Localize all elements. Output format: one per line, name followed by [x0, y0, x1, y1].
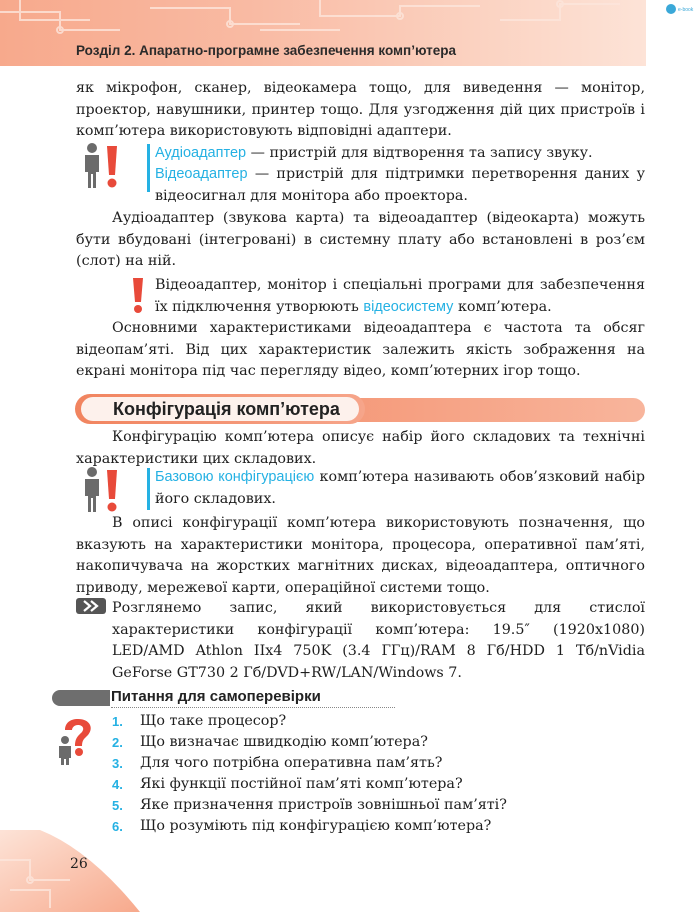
term-audio-adapter: Аудіоадаптер [155, 145, 247, 161]
person-exclamation-icon [82, 466, 128, 516]
double-chevron-icon [76, 598, 106, 614]
page-number: 26 [70, 856, 88, 872]
ebook-logo-icon [665, 3, 695, 15]
section-heading-bar [340, 398, 645, 422]
paragraph-videoadapter-characteristics: Основними характеристиками відеоадаптера є частота та обсяг відеопам’яті. Від цих характеристик залежить якість зображення на екрані монітора під час перегляду відео, комп’ютерних ігор тощо. [76, 320, 645, 379]
question-item: 1. Що таке процесор? [112, 713, 287, 729]
definition-bar [147, 144, 150, 192]
definition-video-adapter: Відеоадаптер — пристрій для підтримки перетворення даних у відеосигнал для монітора або проектора. [155, 166, 645, 204]
corner-logo [665, 3, 695, 17]
question-item: 3. Для чого потрібна оперативна пам’ять? [112, 755, 443, 771]
person-question-icon [56, 716, 100, 766]
questions-list [112, 711, 582, 837]
question-item: 6. Що розуміють під конфігурацією комп’ютера? [112, 818, 492, 834]
paragraph-adapters-integration: Аудіоадаптер (звукова карта) та відеоадаптер (відеокарта) можуть бути вбудовані (інтегровані) в системну плату або встановлені в роз’єм (слот) на ній. [76, 210, 645, 269]
questions-heading-bar [52, 690, 110, 706]
person-exclamation-icon [82, 142, 128, 192]
definition-base-configuration: Базовою конфігурацією комп’ютера називають обов’язковий набір його складових. [155, 469, 645, 507]
header-band [0, 0, 646, 66]
term-videosystem: відеосистему [363, 298, 454, 315]
question-item: 5. Яке призначення пристроїв зовнішньої пам’яті? [112, 797, 507, 813]
section-title: Конфігурація комп’ютера [113, 399, 340, 419]
question-item: 2. Що визначає швидкодію комп’ютера? [112, 734, 428, 750]
note-videosystem: Відеоадаптер, монітор і спеціальні програми для забезпечення їх підключення утворюють відеосистему комп’ютера. [155, 277, 645, 315]
section-paragraph-configuration: Конфігурацію комп’ютера описує набір його складових та технічні характеристики цих складових. [76, 429, 645, 467]
term-base-configuration: Базовою конфігурацією [155, 469, 315, 485]
intro-paragraph: як мікрофон, сканер, відеокамера тощо, для виведення — монітор, проектор, навушники, принтер тощо. Для узгодження дій цих пристроїв і комп’ютера використовують відповідні адаптери. [76, 80, 645, 139]
questions-divider [111, 707, 395, 708]
svg-text:e-book: e-book [678, 7, 694, 13]
chapter-title: Розділ 2. Апаратно-програмне забезпечення комп’ютера [76, 43, 457, 58]
definition-audio-adapter: Аудіоадаптер — пристрій для відтворення та запису звуку. [155, 145, 593, 161]
exclamation-icon [131, 277, 145, 315]
term-video-adapter: Відеоадаптер [155, 166, 248, 182]
section-paragraph-notation: В описі конфігурації комп’ютера використовують позначення, що вказують на характеристики монітора, процесора, оперативної пам’яті, накопичувача на жорстких магнітних дисках, відеоадаптера, оптичного приводу, мережевої карти, операційної системи тощо. [76, 515, 645, 596]
question-item: 4. Які функції постійної пам’яті комп’ютера? [112, 776, 463, 792]
questions-title: Питання для самоперевірки [111, 688, 321, 705]
example-configuration-record: Розглянемо запис, який використовується для стислої характеристики конфігурації комп’ютера: 19.5″ (1920x1080) LED/AMD Athlon IIx4 750K (3.4 ГГц)/RAM 8 Гб/HDD 1 Тб/nVidia GeForse GT730 2 Гб/DVD+RW/LAN/Windows 7. [112, 600, 645, 681]
definition-bar [147, 468, 150, 510]
